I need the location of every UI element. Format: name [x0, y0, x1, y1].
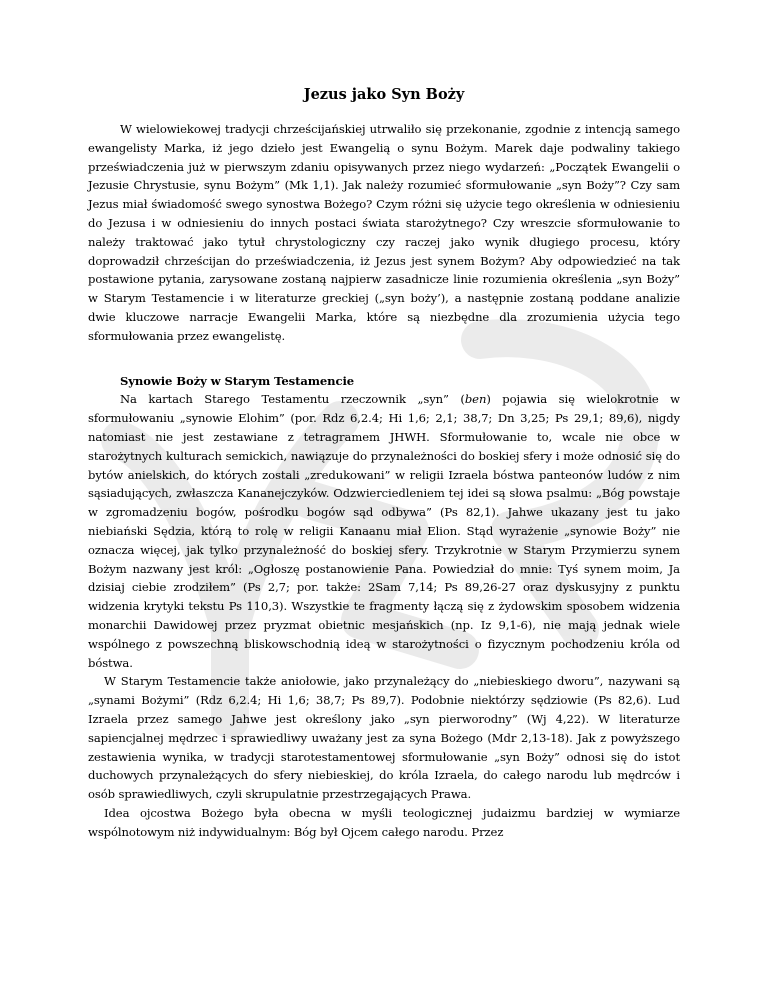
ot-text-part2: ) pojawia się wielokrotnie w sformułowaniu „synowie Elohim” (por. Rdz 6,2.4; Hi 1,6; 2,1; 38,7; Dn 3,25; Ps 29,1; 89,6), nigdy natomiast nie jest zestawiane z tetragramem JHWH. Sformułowanie to, wcale nie obce w starożytnych kulturach semickich, nawiązuje do przynależności do boskiej sfery i może odnosić się do bytów anielskich, do których zostali „zredukowani” w religii Izraela bóstwa panteonów ludów z nim sąsiadujących, zwłaszcza Kananejczyków. Odzwierciedleniem tej idei są słowa psalmu: „Bóg powstaje w zgromadzeniu bogów, pośrodku bogów sąd odbywa” (Ps 82,1). Jahwe ukazany jest tu jako niebiański Sędzia, którą to rolę w religii Kanaanu miał Elion. Stąd wyrażenie „synowie Boży” nie oznacza więcej, jak tylko przynależność do boskiej sfery. Trzykrotnie w Starym Przymierzu synem Bożym nazwany jest król: „Ogłoszę postanowienie Pana. Powiedział do mnie: Tyś synem moim, Ja dzisiaj ciebie zrodziłem” (Ps 2,7; por. także: 2Sam 7,14; Ps 89,26-27 oraz dyskusyjny z punktu widzenia krytyki tekstu Ps 110,3). Wszystkie te fragmenty łączą się z żydowskim sposobem widzenia monarchii Dawidowej przez pryzmat obietnic mesjańskich (np. Iz 9,1-6), nie mają jednak wiele wspólnego z powszechną bliskowschodnią ideą w starożytności o fizycznym pochodzeniu króla od bóstwa.: [88, 392, 680, 670]
angels-paragraph: W Starym Testamencie także aniołowie, jako przynależący do „niebieskiego dworu”, nazywani są „synami Bożymi” (Rdz 6,2.4; Hi 1,6; 38,7; Ps 89,7). Podobnie niektórzy sędziowie (Ps 82,6). Lud Izraela przez samego Jahwe jest określony jako „syn pierworodny” (Wj 4,22). W literaturze sapiencjalnej mędrzec i sprawiedliwy uważany jest za syna Bożego (Mdr 2,13-18). Jak z powyższego zestawienia wynika, w tradycji starotestamentowej sformułowanie „syn Boży” odnosi się do istot duchowych przynależących do sfery niebieskiej, do króla Izraela, do całego narodu lub mędrców i osób sprawiedliwych, czyli skrupulatnie przestrzegających Prawa.: [88, 674, 680, 802]
document-body: [88, 120, 680, 841]
ot-italic-term: ben: [464, 392, 487, 407]
page-title: Jezus jako Syn Boży: [303, 86, 465, 103]
ot-text-part1: Na kartach Starego Testamentu rzeczownik „syn” (: [120, 392, 465, 407]
intro-paragraph: W wielowiekowej tradycji chrześcijańskiej utrwaliło się przekonanie, zgodnie z intencją samego ewangelisty Marka, iż jego dzieło jest Ewangelią o synu Bożym. Marek daje podwaliny takiego przeświadczenia już w pierwszym zdaniu opisywanych przez niego wydarzeń: „Początek Ewangelii o Jezusie Chrystusie, synu Bożym” (Mk 1,1). Jak należy rozumieć sformułowanie „syn Boży”? Czy sam Jezus miał świadomość swego synostwa Bożego? Czym różni się użycie tego określenia w odniesieniu do Jezusa i w odniesieniu do innych postaci świata starożytnego? Czy wreszcie sformułowanie to należy traktować jako tytuł chrystologiczny czy raczej jako wynik długiego procesu, który doprowadził chrześcijan do przeświadczenia, iż Jezus jest synem Bożym? Aby odpowiedzieć na tak postawione pytania, zarysowane zostaną najpierw zasadnicze linie rozumienia określenia „syn Boży” w Starym Testamencie i w literaturze greckiej („syn boży’), a następnie zostaną poddane analizie dwie kluczowe narracje Ewangelii Marka, które są niezbędne dla zrozumienia użycia tego sformułowania przez ewangelistę.: [88, 122, 680, 343]
fatherhood-paragraph: Idea ojcostwa Bożego była obecna w myśli teologicznej judaizmu bardziej w wymiarze wspólnotowym niż indywidualnym: Bóg był Ojcem całego narodu. Przez: [88, 805, 680, 839]
old-testament-paragraph: [88, 390, 680, 672]
section-heading: Synowie Boży w Starym Testamencie: [120, 373, 355, 388]
